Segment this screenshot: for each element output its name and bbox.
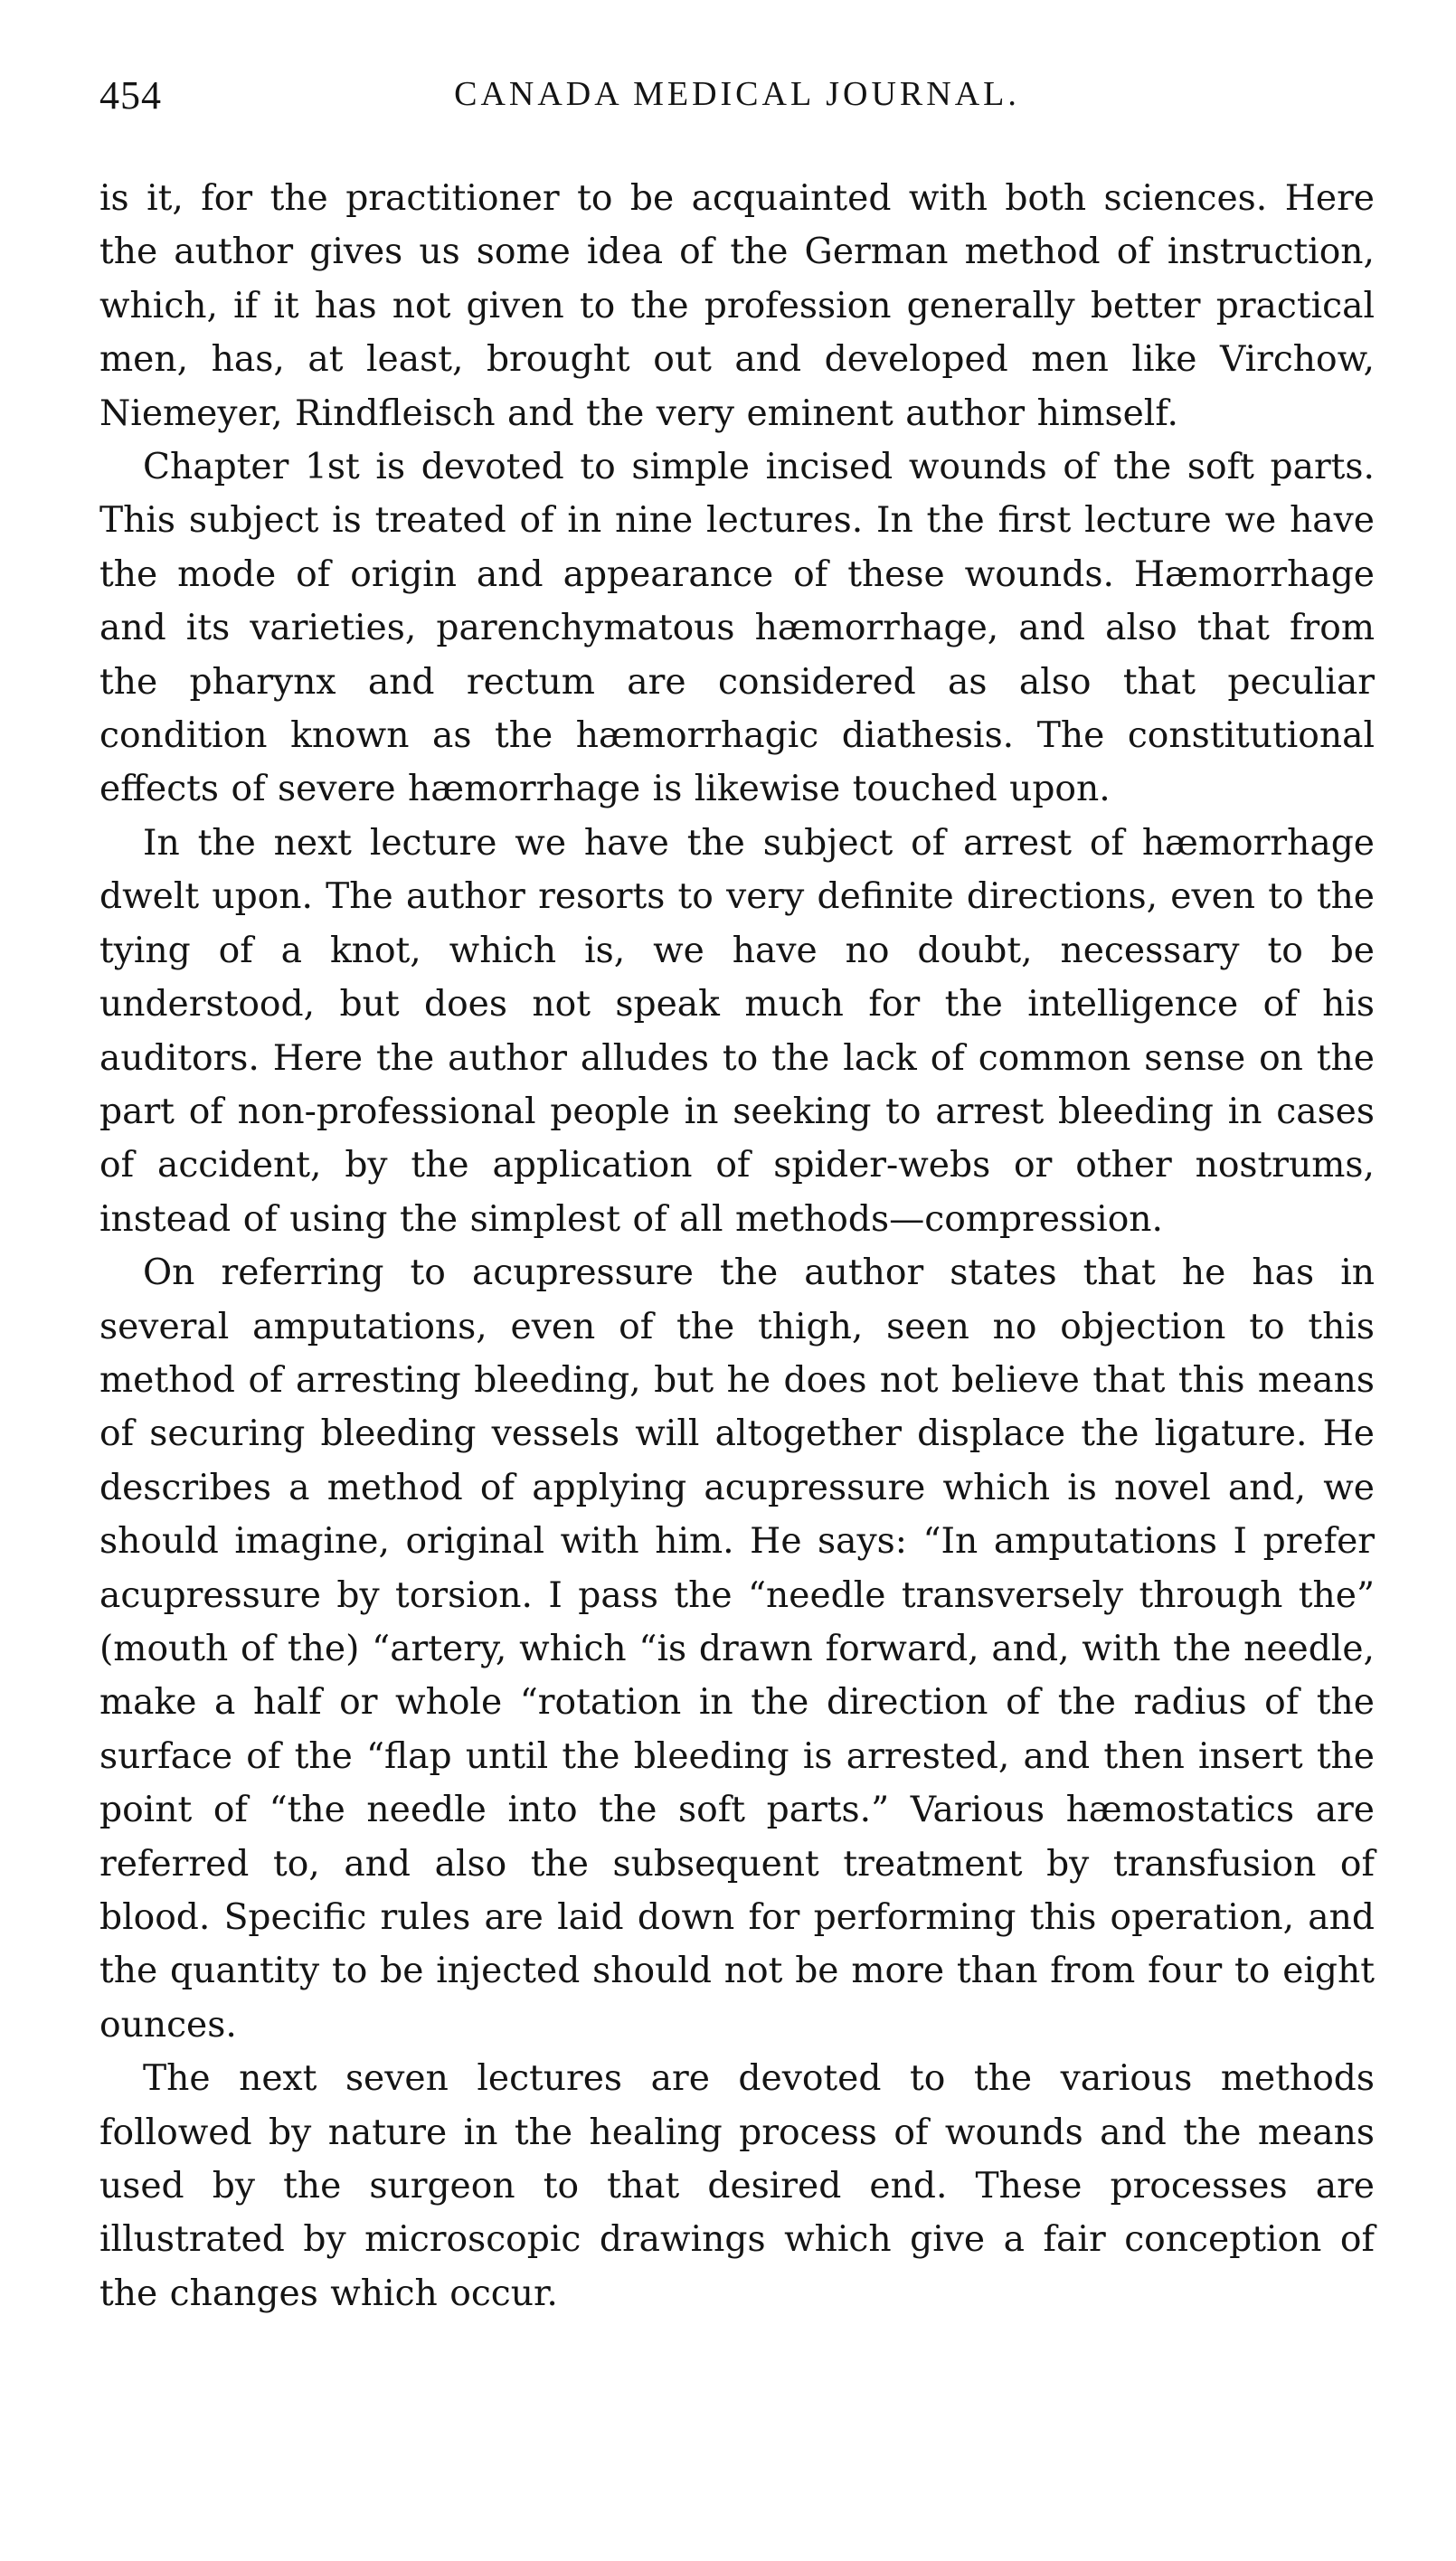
running-head: CANADA MEDICAL JOURNAL. — [454, 75, 1020, 113]
paragraph-2: Chapter 1st is devoted to simple incised wounds of the soft parts. This subject is treated of in nine lectures. In the first lecture we have the mode of origin and appearance of these wounds. Hæmorrhage and its varieties, parenchymatous hæmorrhage, and also that from the pharynx and rectum are considered as also that peculiar condition known as the hæmorrhagic diathesis. The constitutional effects of severe hæmorrhage is likewise touched upon. — [99, 447, 1375, 810]
journal-page — [99, 72, 1375, 2320]
paragraph-5: The next seven lectures are devoted to the various methods followed by nature in the healing process of wounds and the means used by the surgeon to that desired end. These processes are illustrated by microscopic drawings which give a fair conception of the changes which occur. — [99, 2058, 1375, 2314]
paragraph-1: is it, for the practitioner to be acquainted with both sciences. Here the author gives us some idea of the German method of instruction, which, if it has not given to the profession generally better practical men, has, at least, brought out and developed men like Virchow, Niemeyer, Rindfleisch and the very eminent author himself. — [99, 178, 1375, 434]
article-body — [99, 172, 1375, 2320]
paragraph-4: On referring to acupressure the author states that he has in several amputations, even of the thigh, seen no objection to this method of arresting bleeding, but he does not believe that this means of securing bleeding vessels will altogether displace the ligature. He describes a method of applying acupressure which is novel and, we should imagine, original with him. He says: “In amputations I prefer acupressure by torsion. I pass the “needle transversely through the” (mouth of the) “artery, which “is drawn forward, and, with the needle, make a half or whole “rotation in the direction of the radius of the surface of the “flap until the bleeding is arrested, and then insert the point of “the needle into the soft parts.” Various hæmostatics are referred to, and also the subsequent treatment by transfusion of blood. Specific rules are laid down for performing this operation, and the quantity to be injected should not be more than from four to eight ounces. — [99, 1252, 1375, 2046]
page-number: 454 — [99, 73, 162, 118]
page-header — [99, 72, 1375, 136]
paragraph-3: In the next lecture we have the subject of arrest of hæmorrhage dwelt upon. The author resorts to very definite directions, even to the tying of a knot, which is, we have no doubt, necessary to be understood, but does not speak much for the intelligence of his auditors. Here the author alludes to the lack of common sense on the part of non-professional people in seeking to arrest bleeding in cases of accident, by the application of spider-webs or other nostrums, instead of using the simplest of all methods—compression. — [99, 822, 1375, 1240]
